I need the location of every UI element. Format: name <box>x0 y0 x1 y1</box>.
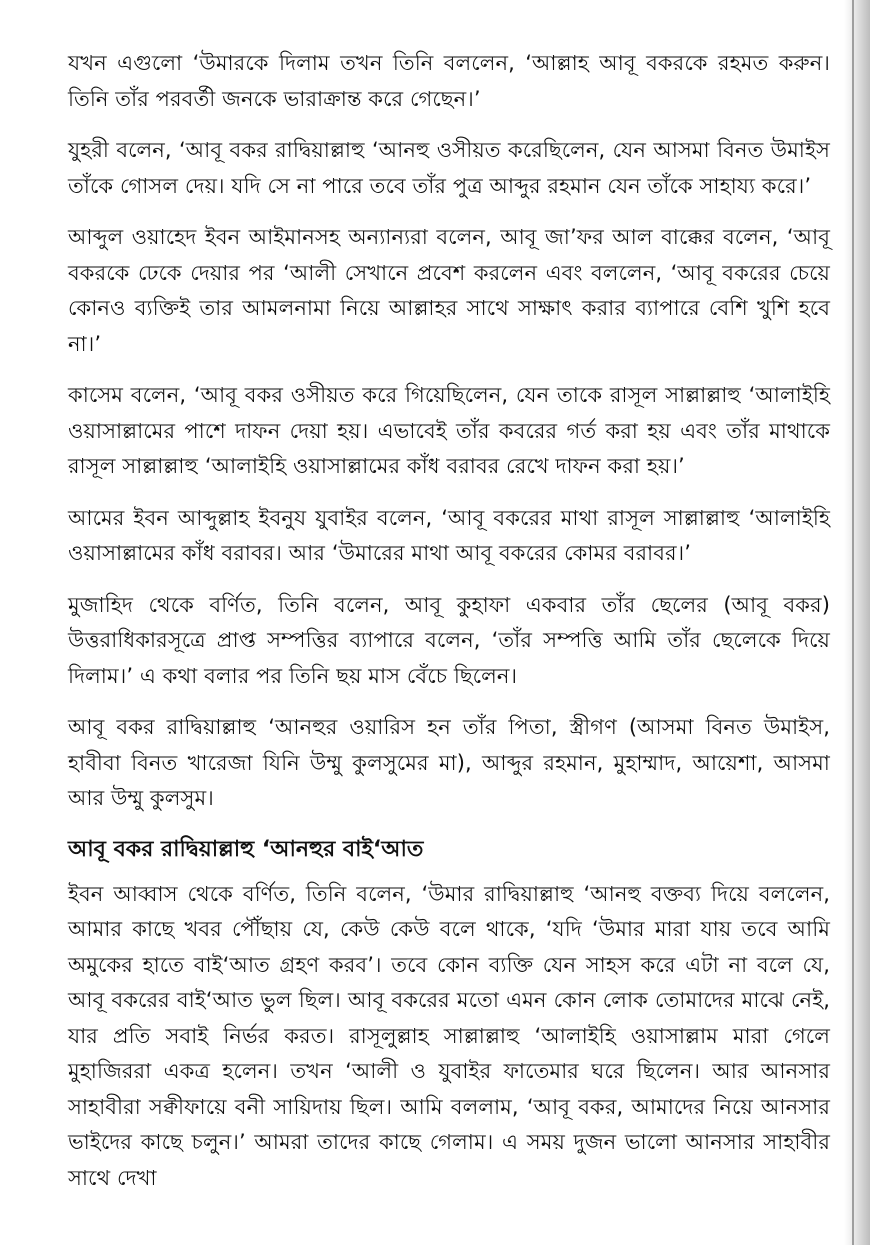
paragraph-4: কাসেম বলেন, ‘আবূ বকর ওসীয়ত করে গিয়েছিলেন, যেন তাকে রাসূল সাল্লাল্লাহু ‘আলাইহি ওয়াসাল্লামের পাশে দাফন দেয়া হয়। এভাবেই তাঁর কবরের গর্ত করা হয় এবং তাঁর মাথাকে রাসূল সাল্লাল্লাহু ‘আলাইহি ওয়াসাল্লামের কাঁধ বরাবর রেখে দাফন করা হয়।’ <box>68 383 830 478</box>
paragraph-3: আব্দুল ওয়াহেদ ইবন আইমানসহ অন্যান্যরা বলেন, আবূ জা’ফর আল বাক্কের বলেন, ‘আবূ বকরকে ঢেকে দেয়ার পর ‘আলী সেখানে প্রবেশ করলেন এবং বললেন, ‘আবূ বকরের চেয়ে কোনও ব্যক্তিই তার আমলনামা নিয়ে আল্লাহর সাথে সাক্ষাৎ করার ব্যাপারে বেশি খুশি হবে না।’ <box>68 225 830 356</box>
section-paragraph: ইবন আব্বাস থেকে বর্ণিত, তিনি বলেন, ‘উমার রাদ্বিয়াল্লাহু ‘আনহু বক্তব্য দিয়ে বললেন, আমার কাছে খবর পৌঁছায় যে, কেউ কেউ বলে থাকে, ‘যদি ‘উমার মারা যায় তবে আমি অমুকের হাতে বাই‘আত গ্রহণ করব’। তবে কোন ব্যক্তি যেন সাহস করে এটা না বলে যে, আবূ বকরের বাই‘আত ভুল ছিল। আবূ বকরের মতো এমন কোন লোক তোমাদের মাঝে নেই, যার প্রতি সবাই নির্ভর করত। রাসূলুল্লাহ সাল্লাল্লাহু ‘আলাইহি ওয়াসাল্লাম মারা গেলে মুহাজিররা একত্র হলেন। তখন ‘আলী ও যুবাইর ফাতেমার ঘরে ছিলেন। আর আনসার সাহাবীরা সক্বীফায়ে বনী সায়িদায় ছিল। আমি বললাম, ‘আবূ বকর, আমাদের নিয়ে আনসার ভাইদের কাছে চলুন।’ আমরা তাদের কাছে গেলাম। এ সময় দুজন ভালো আনসার সাহাবীর সাথে দেখা <box>68 881 830 1190</box>
paragraph-2: যুহরী বলেন, ‘আবূ বকর রাদ্বিয়াল্লাহু ‘আনহু ওসীয়ত করেছিলেন, যেন আসমা বিনত উমাইস তাঁকে গোসল দেয়। যদি সে না পারে তবে তাঁর পুত্র আব্দুর রহমান যেন তাঁকে সাহায্য করে।’ <box>68 138 830 198</box>
paragraph-1: যখন এগুলো ‘উমারকে দিলাম তখন তিনি বললেন, ‘আল্লাহ আবূ বকরকে রহমত করুন। তিনি তাঁর পরবর্তী জনকে ভারাক্রান্ত করে গেছেন।’ <box>68 51 830 111</box>
paragraph-6: মুজাহিদ থেকে বর্ণিত, তিনি বলেন, আবূ কুহাফা একবার তাঁর ছেলের (আবূ বকর) উত্তরাধিকারসূত্রে প্রাপ্ত সম্পত্তির ব্যাপারে বলেন, ‘তাঁর সম্পত্তি আমি তাঁর ছেলেকে দিয়ে দিলাম।’ এ কথা বলার পর তিনি ছয় মাস বেঁচে ছিলেন। <box>68 592 831 688</box>
paragraph-5: আমের ইবন আব্দুল্লাহ ইবনুয যুবাইর বলেন, ‘আবূ বকরের মাথা রাসূল সাল্লাল্লাহু ‘আলাইহি ওয়াসাল্লামের কাঁধ বরাবর। আর ‘উমারের মাথা আবূ বকরের কোমর বরাবর।’ <box>68 505 830 565</box>
page-body <box>68 46 830 1212</box>
paragraph-7: আবূ বকর রাদ্বিয়াল্লাহু ‘আনহুর ওয়ারিস হন তাঁর পিতা, স্ত্রীগণ (আসমা বিনত উমাইস, হাবীবা বিনত খারেজা যিনি উম্মু কুলসুমের মা), আব্দুর রহমান, মুহাম্মাদ, আয়েশা, আসমা আর উম্মু কুলসুম। <box>68 715 830 810</box>
page-edge-shadow <box>844 0 870 1245</box>
page-edge-line <box>852 0 854 1245</box>
section-heading: আবূ বকর রাদ্বিয়াল্লাহু ‘আনহুর বাই‘আত <box>68 836 424 862</box>
